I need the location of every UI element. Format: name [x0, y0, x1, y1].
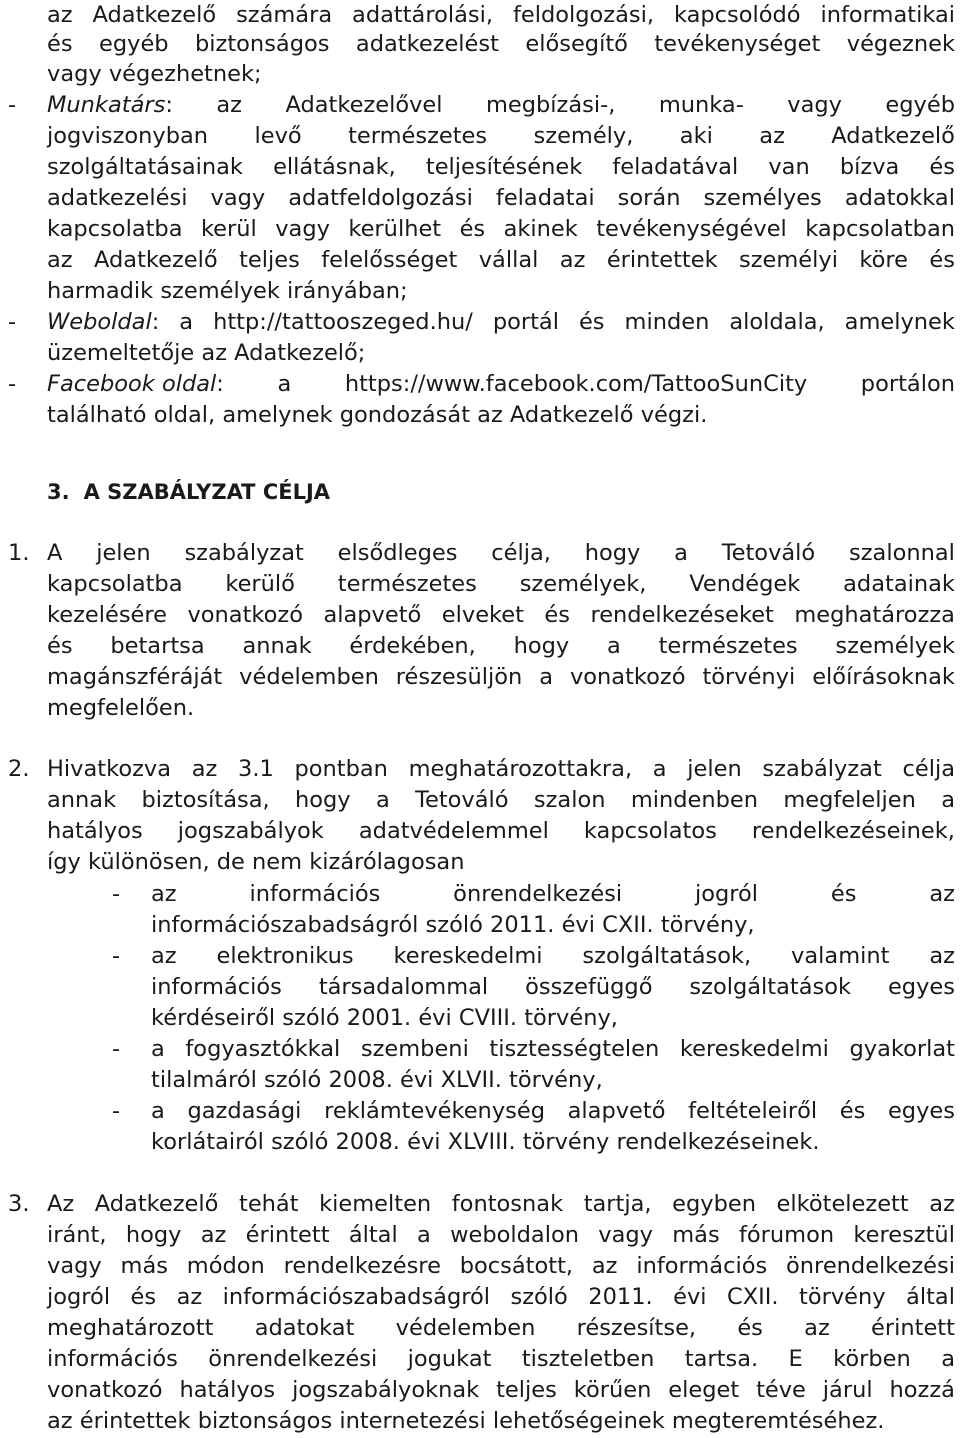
text-line: meghatározott adatokat védelemben részesítse, és az érintett — [47, 1315, 955, 1341]
section-title: A SZABÁLYZAT CÉLJA — [83, 480, 331, 504]
text-line: információs társadalommal összefüggő szolgáltatások egyes — [151, 974, 955, 1000]
text-line: a fogyasztókkal szembeni tisztességtelen kereskedelmi gyakorlat — [151, 1036, 955, 1062]
term-weboldal: Weboldal — [47, 309, 152, 335]
definition-text: : a http://tattooszeged.hu/ portál és minden aloldala, amelynek — [151, 309, 955, 335]
text-line: üzemeltetője az Adatkezelő; — [47, 340, 366, 366]
text-line: információs önrendelkezési jogukat tiszteletben tartsa. E körben a — [47, 1346, 955, 1372]
text-line: annak biztosítása, hogy a Tetováló szalon mindenben megfeleljen a — [47, 787, 955, 813]
list-dash: - — [112, 881, 121, 907]
term-facebook: Facebook oldal — [47, 371, 217, 397]
definition-text: : az Adatkezelővel megbízási-, munka- vagy egyéb — [165, 92, 955, 118]
text-line: adatkezelési vagy adatfeldolgozási feladatai során személyes adatokkal — [47, 185, 955, 211]
definition-text: : a https://www.facebook.com/TattooSunCity portálon — [216, 371, 955, 397]
text-line: tilalmáról szóló 2008. évi XLVII. törvény, — [151, 1067, 603, 1093]
text-line: jogviszonyban levő természetes személy, aki az Adatkezelő — [47, 123, 955, 149]
text-line: kapcsolatba kerül vagy kerülhet és akinek tevékenységével kapcsolatban — [47, 216, 955, 242]
text-line: hatályos jogszabályok adatvédelemmel kapcsolatos rendelkezéseinek, — [47, 818, 955, 844]
text-line: kérdéseiről szóló 2001. évi CVIII. törvény, — [151, 1005, 618, 1031]
text-line: és betartsa annak érdekében, hogy a természetes személyek — [47, 633, 955, 659]
text-line: így különösen, de nem kizárólagosan — [47, 849, 465, 875]
list-dash: - — [8, 371, 17, 397]
definition-weboldal — [47, 307, 955, 337]
item-number: 3. — [8, 1191, 30, 1217]
list-dash: - — [8, 309, 17, 335]
definition-munkatars — [47, 90, 955, 120]
text-line: az elektronikus kereskedelmi szolgáltatások, valamint az — [151, 943, 955, 969]
text-line: található oldal, amelynek gondozását az Adatkezelő végzi. — [47, 402, 708, 428]
text-line: a gazdasági reklámtevékenység alapvető feltételeiről és egyes — [151, 1098, 955, 1124]
list-dash: - — [112, 1036, 121, 1062]
text-line: magánszféráját védelemben részesüljön a vonatkozó törvényi előírásoknak — [47, 664, 955, 690]
text-line: szolgáltatásainak ellátásnak, teljesítésének feladatával van bízva és — [47, 154, 955, 180]
text-line: és egyéb biztonságos adatkezelést elősegítő tevékenységet végeznek — [47, 31, 955, 57]
text-line: Az Adatkezelő tehát kiemelten fontosnak tartja, egyben elkötelezett az — [47, 1191, 955, 1217]
item-number: 1. — [8, 540, 30, 566]
text-line: az Adatkezelő teljes felelősséget vállal az érintettek személyi köre és — [47, 247, 955, 273]
text-line: az információs önrendelkezési jogról és az — [151, 881, 955, 907]
text-line: megfelelően. — [47, 695, 195, 721]
text-line: A jelen szabályzat elsődleges célja, hogy a Tetováló szalonnal — [47, 540, 955, 566]
text-line: vagy más módon rendelkezésre bocsátott, az információs önrendelkezési — [47, 1253, 955, 1279]
text-line: iránt, hogy az érintett által a weboldalon vagy más fórumon keresztül — [47, 1222, 955, 1248]
term-munkatars: Munkatárs — [47, 92, 166, 118]
text-line: kapcsolatba kerülő természetes személyek, Vendégek adatainak — [47, 571, 955, 597]
text-line: vonatkozó hatályos jogszabályoknak teljes körűen eleget téve járul hozzá — [47, 1377, 955, 1403]
text-line: harmadik személyek irányában; — [47, 278, 408, 304]
text-line: kezelésére vonatkozó alapvető elveket és rendelkezéseket meghatározza — [47, 602, 955, 628]
text-line: jogról és az információszabadságról szóló 2011. évi CXII. törvény által — [47, 1284, 955, 1310]
list-dash: - — [112, 1098, 121, 1124]
definition-facebook — [47, 369, 955, 399]
text-line: korlátairól szóló 2008. évi XLVIII. törvény rendelkezéseinek. — [151, 1129, 820, 1155]
text-line: az érintettek biztonságos internetezési lehetőségeinek megteremtéséhez. — [47, 1408, 885, 1434]
text-line: információszabadságról szóló 2011. évi CXII. törvény, — [151, 912, 755, 938]
section-heading — [47, 477, 330, 507]
item-number: 2. — [8, 756, 30, 782]
list-dash: - — [112, 943, 121, 969]
text-line: az Adatkezelő számára adattárolási, feldolgozási, kapcsolódó informatikai — [47, 2, 955, 28]
section-number: 3. — [47, 480, 70, 504]
text-line: Hivatkozva az 3.1 pontban meghatározottakra, a jelen szabályzat célja — [47, 756, 955, 782]
list-dash: - — [8, 92, 17, 118]
text-line: vagy végezhetnek; — [47, 61, 262, 87]
